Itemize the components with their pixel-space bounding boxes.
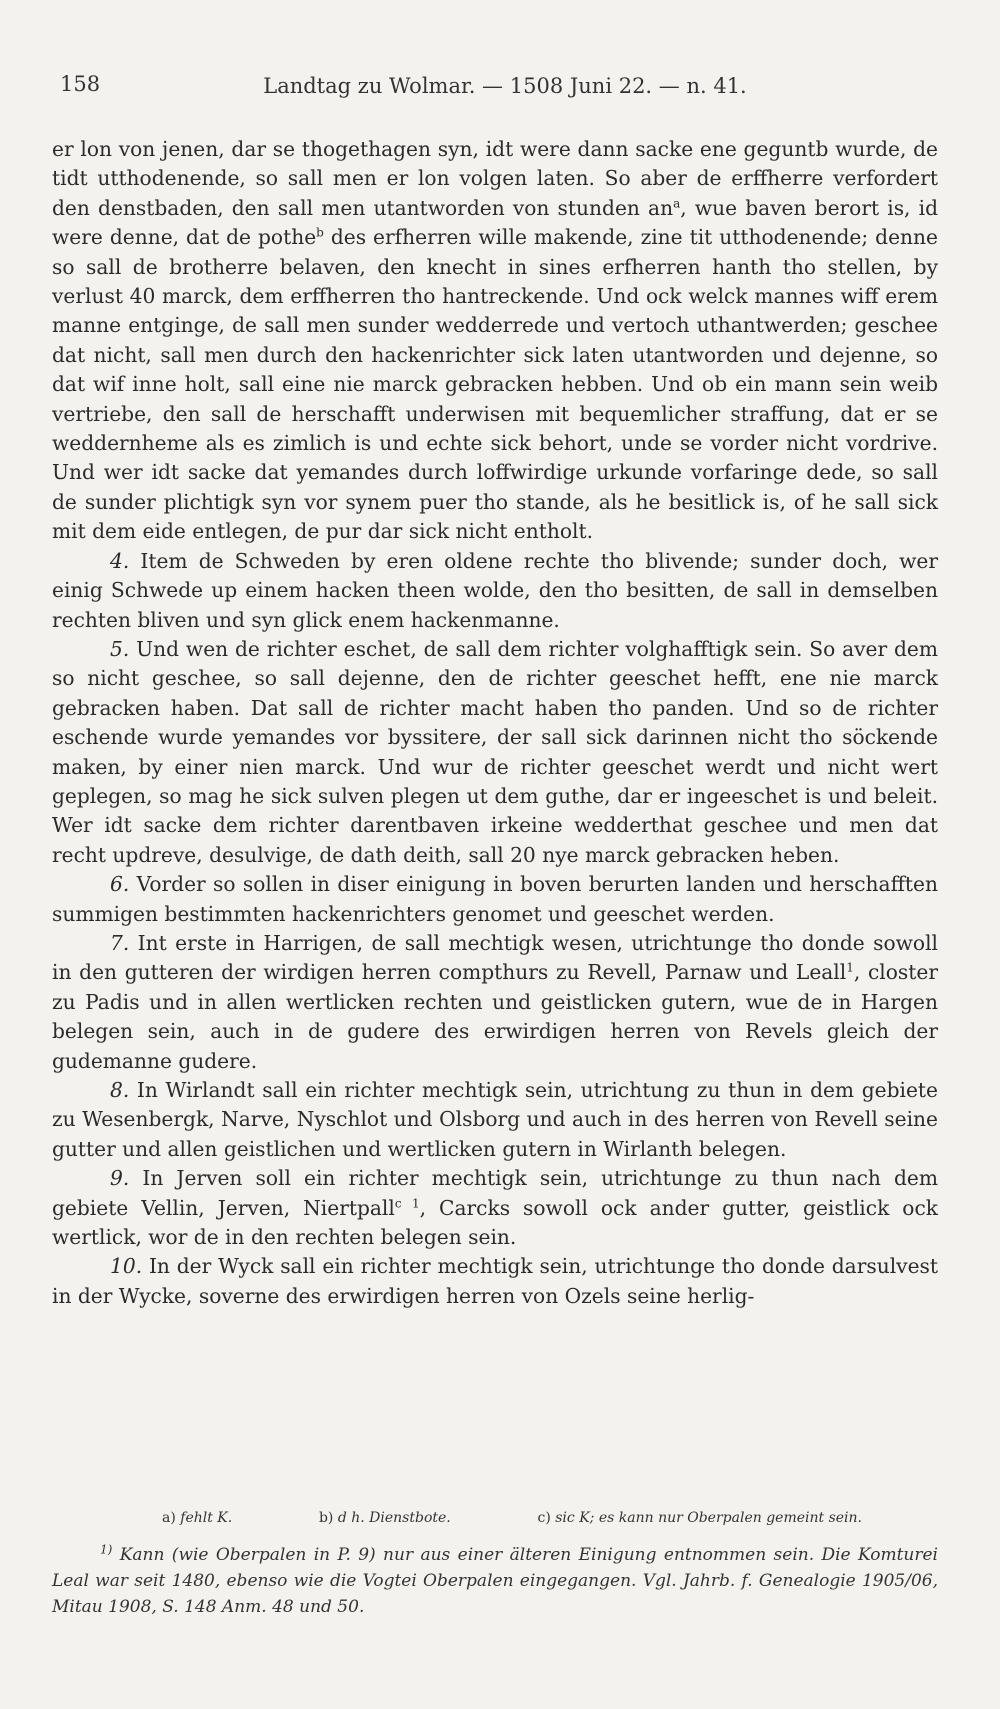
footnote-ref: c 1 xyxy=(394,1195,420,1210)
letter-footnotes xyxy=(162,1510,862,1526)
section-10 xyxy=(52,1252,938,1311)
footnote-b: b) d h. Dienstbote. xyxy=(318,1510,451,1526)
section-5 xyxy=(52,635,938,870)
footnote-ref: a xyxy=(673,196,681,211)
running-title: Landtag zu Wolmar. — 1508 Juni 22. — n. 41. xyxy=(263,74,747,98)
footnote-ref: b xyxy=(316,225,324,240)
section-number: 9. xyxy=(110,1166,130,1191)
section-9 xyxy=(52,1164,938,1252)
section-number: 8. xyxy=(110,1078,130,1102)
footnote-1 xyxy=(52,1542,938,1620)
section-number: 6. xyxy=(110,872,130,897)
footnote-ref: 1 xyxy=(846,960,854,975)
paragraph-text: , Carcks sowoll ock ander gutter, geistlick ock wertlick, wor de in den rechten belegen sein. xyxy=(52,1195,938,1250)
paragraph-text: In Wirlandt sall ein richter mechtigk sein, utrichtung zu thun in dem gebiete zu Wesenbergk, Narve, Nyschlot und Olsborg und auch in des herren von Revell seine gutter und allen geistlichen und wertlicken gutern in Wirlanth belegen. xyxy=(52,1078,938,1161)
paragraph-text: er lon von jenen, dar se thogethagen syn, idt were dann sacke ene geguntb wurde, de tidt utthodenende, so sall men er lon volgen laten. So aber de erffherre verfordert den denstbaden, den sall men utantworden von stunden an xyxy=(52,137,938,220)
paragraph-text: , closter zu Padis und in allen wertlicken rechten und geistlicken gutern, wue de in Hargen belegen sein, auch in de gudere des erwirdigen herren von Revels gleich der gudemanne gudere. xyxy=(52,960,938,1073)
section-6 xyxy=(52,870,938,929)
section-number: 10. xyxy=(110,1254,143,1279)
section-8 xyxy=(52,1076,938,1164)
paragraph-continuation xyxy=(52,135,938,547)
section-number: 4. xyxy=(110,548,130,573)
paragraph-text: In der Wyck sall ein richter mechtigk sein, utrichtunge tho donde darsulvest in der Wycke, soverne des erwirdigen herren von Ozels seine herlig- xyxy=(52,1254,938,1308)
paragraph-text: Item de Schweden by eren oldene rechte tho blivende; sunder doch, wer einig Schwede up einem hacken theen wolde, den tho besitten, de sall in demselben rechten bliven und syn glick enem hackenmanne. xyxy=(52,548,938,632)
footnotes xyxy=(52,1510,938,1620)
paragraph-text: Int erste in Harrigen, de sall mechtigk wesen, utrichtunge tho donde sowoll in den gutteren der wirdigen herren compthurs zu Revell, Parnaw und Leall xyxy=(52,930,938,985)
footnote-label: 1) xyxy=(100,1542,113,1557)
paragraph-text: des erfherren wille makende, zine tit utthodenende; denne so sall de brotherre belaven, den knecht in sines erfherren hanth tho stellen, by verlust 40 marck, dem erffherren tho hantreckende. Und ock welck mannes wiff erem manne entginge, de sall men sunder wedderrede und vertoch uthantwerden; geschee dat nicht, sall men durch den hackenrichter sick laten utantworden und dejenne, so dat wif inne holt, sall eine nie marck gebracken hebben. Und ob ein mann sein weib vertriebe, den sall de herschafft underwisen mit bequemlicher straffung, dat er se weddernheme als es zimlich is und echte sick behort, unde se vorder nicht vordrive. Und wer idt sacke dat yemandes durch loffwirdige urkunde vorfaringe dede, so sall de sunder plichtigk syn vor synem puer tho stande, als he besitlick is, of he sall sick mit dem eide entlegen, de pur dar sick nicht entholt. xyxy=(52,225,938,544)
footnote-c: c) sic K; es kann nur Oberpalen gemeint sein. xyxy=(537,1510,862,1526)
paragraph-text: In Jerven soll ein richter mechtigk sein, utrichtunge zu thun nach dem gebiete Vellin, Jerven, Niertpall xyxy=(52,1166,938,1220)
paragraph-text: , wue baven berort is, id were denne, dat de pothe xyxy=(52,195,939,250)
section-7 xyxy=(52,929,938,1076)
paragraph-text: Und wen de richter eschet, de sall dem richter volghafftigk sein. So aver dem so nicht geschee, so sall dejenne, den de richter geeschet hefft, ene nie marck gebracken haben. Dat sall de richter macht haben tho panden. Und so de richter eschende wurde yemandes vor byssitere, der sall sick darinnen nicht tho söckende maken, by einer nien marck. Und wur de richter geeschet werdt und nicht wert geplegen, so mag he sick sulven plegen ut dem guthe, dar er ingeeschet is und beleit. Wer idt sacke dem richter darentbaven irkeine wedderthat geschee und men dat recht updreve, desulvige, de dath deith, sall 20 nye marck gebracken heben. xyxy=(52,636,938,867)
page-number: 158 xyxy=(60,72,101,96)
footnote-a: a) fehlt K. xyxy=(162,1510,233,1526)
section-number: 7. xyxy=(110,930,130,955)
body-text xyxy=(52,135,938,1311)
paragraph-text: Vorder so sollen in diser einigung in boven berurten landen und herschafften summigen bestimmten hackenrichters genomet und geeschet werden. xyxy=(52,872,938,926)
section-number: 5. xyxy=(110,636,130,661)
footnote-text: Kann (wie Oberpalen in P. 9) nur aus einer älteren Einigung entnommen sein. Die Komturei Leal war seit 1480, ebenso wie die Vogtei Oberpalen eingegangen. Vgl. Jahrb. f. Genealogie 1905/06, Mitau 1908, S. 148 Anm. 48 und 50. xyxy=(52,1545,938,1617)
section-4 xyxy=(52,547,938,635)
